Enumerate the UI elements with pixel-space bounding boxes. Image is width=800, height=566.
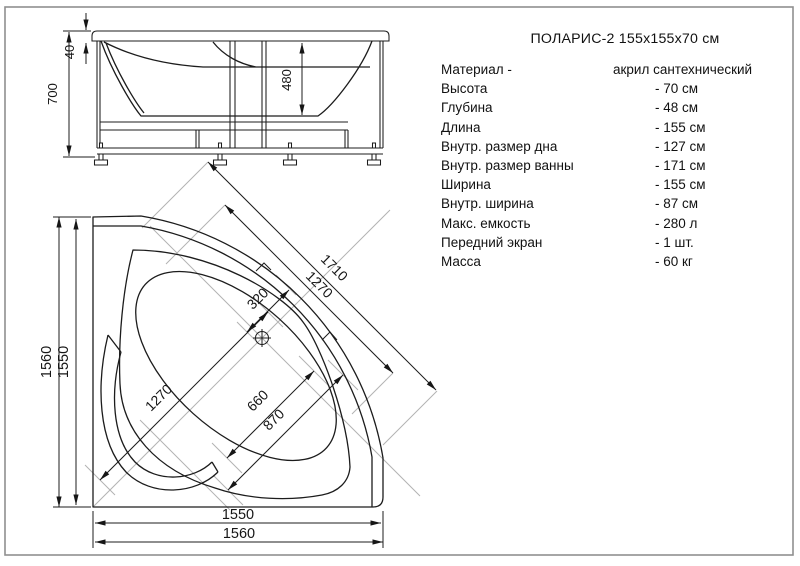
spec-row-material: [441, 60, 795, 79]
spec-label: Внутр. размер дна: [441, 138, 558, 154]
spec-label: Высота: [441, 81, 488, 97]
dim-label-left-outer: 1560: [39, 345, 55, 379]
dim-label-drain-offset: 320: [243, 284, 272, 313]
spec-row-depth: [441, 98, 795, 117]
dim-line-axis-bottom-length: [100, 312, 268, 480]
dim-label-bottom-inner: 1550: [221, 507, 255, 523]
spec-row-mass: [441, 252, 795, 271]
spec-value: - 280 л: [655, 215, 698, 231]
dim-label-front-bath-inner: 1710: [317, 250, 352, 285]
spec-value: - 60 кг: [655, 253, 693, 269]
spec-label: Внутр. размер ванны: [441, 157, 574, 173]
spec-value: - 127 см: [655, 138, 706, 154]
spec-value: - 70 см: [655, 81, 699, 97]
spec-row-inner-width: [441, 194, 795, 213]
frame-lines: [97, 41, 383, 154]
dim-label-rim-thickness: 40: [62, 44, 77, 60]
bath-floor-oval: [103, 237, 370, 495]
spec-label: Внутр. ширина: [441, 196, 534, 212]
spec-label: Масса: [441, 253, 481, 269]
dim-label-total-height: 700: [45, 83, 60, 105]
spec-label: Глубина: [441, 100, 493, 116]
dim-label-inner-width: 870: [259, 405, 288, 434]
spec-value: - 48 см: [655, 100, 699, 116]
spec-label: Ширина: [441, 177, 491, 193]
spec-row-inner-bottom-size: [441, 137, 795, 156]
tub-rim-slab: [92, 31, 389, 41]
spec-value: - 155 см: [655, 177, 706, 193]
spec-title: ПОЛАРИС-2 155х155х70 см: [530, 31, 720, 47]
spec-label: Макс. емкость: [441, 215, 531, 231]
extension-lines-height: [63, 13, 95, 157]
dim-label-front-bottom-inner: 1270: [302, 267, 337, 302]
spec-value: - 155 см: [655, 119, 706, 135]
spec-row-inner-bath-size: [441, 156, 795, 175]
dim-line-front-bottom-inner: [225, 205, 393, 373]
dim-line-inner-width: [228, 375, 343, 490]
spec-table: [441, 60, 795, 271]
spec-row-length: [441, 118, 795, 137]
spec-row-max-capacity: [441, 214, 795, 233]
construction-lines: [85, 162, 437, 510]
basin-profile: [101, 41, 372, 116]
spec-value: - 1 шт.: [655, 234, 694, 250]
dim-label-inner-depth: 480: [279, 69, 294, 91]
spec-value: - 87 см: [655, 196, 699, 212]
spec-row-front-panel: [441, 233, 795, 252]
spec-label: Материал -: [441, 62, 512, 77]
dim-label-bottom-outer: 1560: [222, 526, 256, 542]
dim-label-left-inner: 1550: [56, 345, 72, 379]
spec-value: - 171 см: [655, 157, 706, 173]
dim-label-bottom-width: 660: [243, 386, 272, 415]
spec-row-height: [441, 79, 795, 98]
spec-value: акрил сантехнический: [613, 62, 753, 77]
corner-seat-contour: [101, 335, 218, 490]
spec-row-width: [441, 175, 795, 194]
spec-label: Передний экран: [441, 234, 543, 250]
spec-label: Длина: [441, 119, 481, 135]
dim-label-axis-bottom-length: 1270: [141, 380, 176, 415]
top-plan-view: [39, 162, 437, 548]
side-section-view: [45, 13, 389, 165]
